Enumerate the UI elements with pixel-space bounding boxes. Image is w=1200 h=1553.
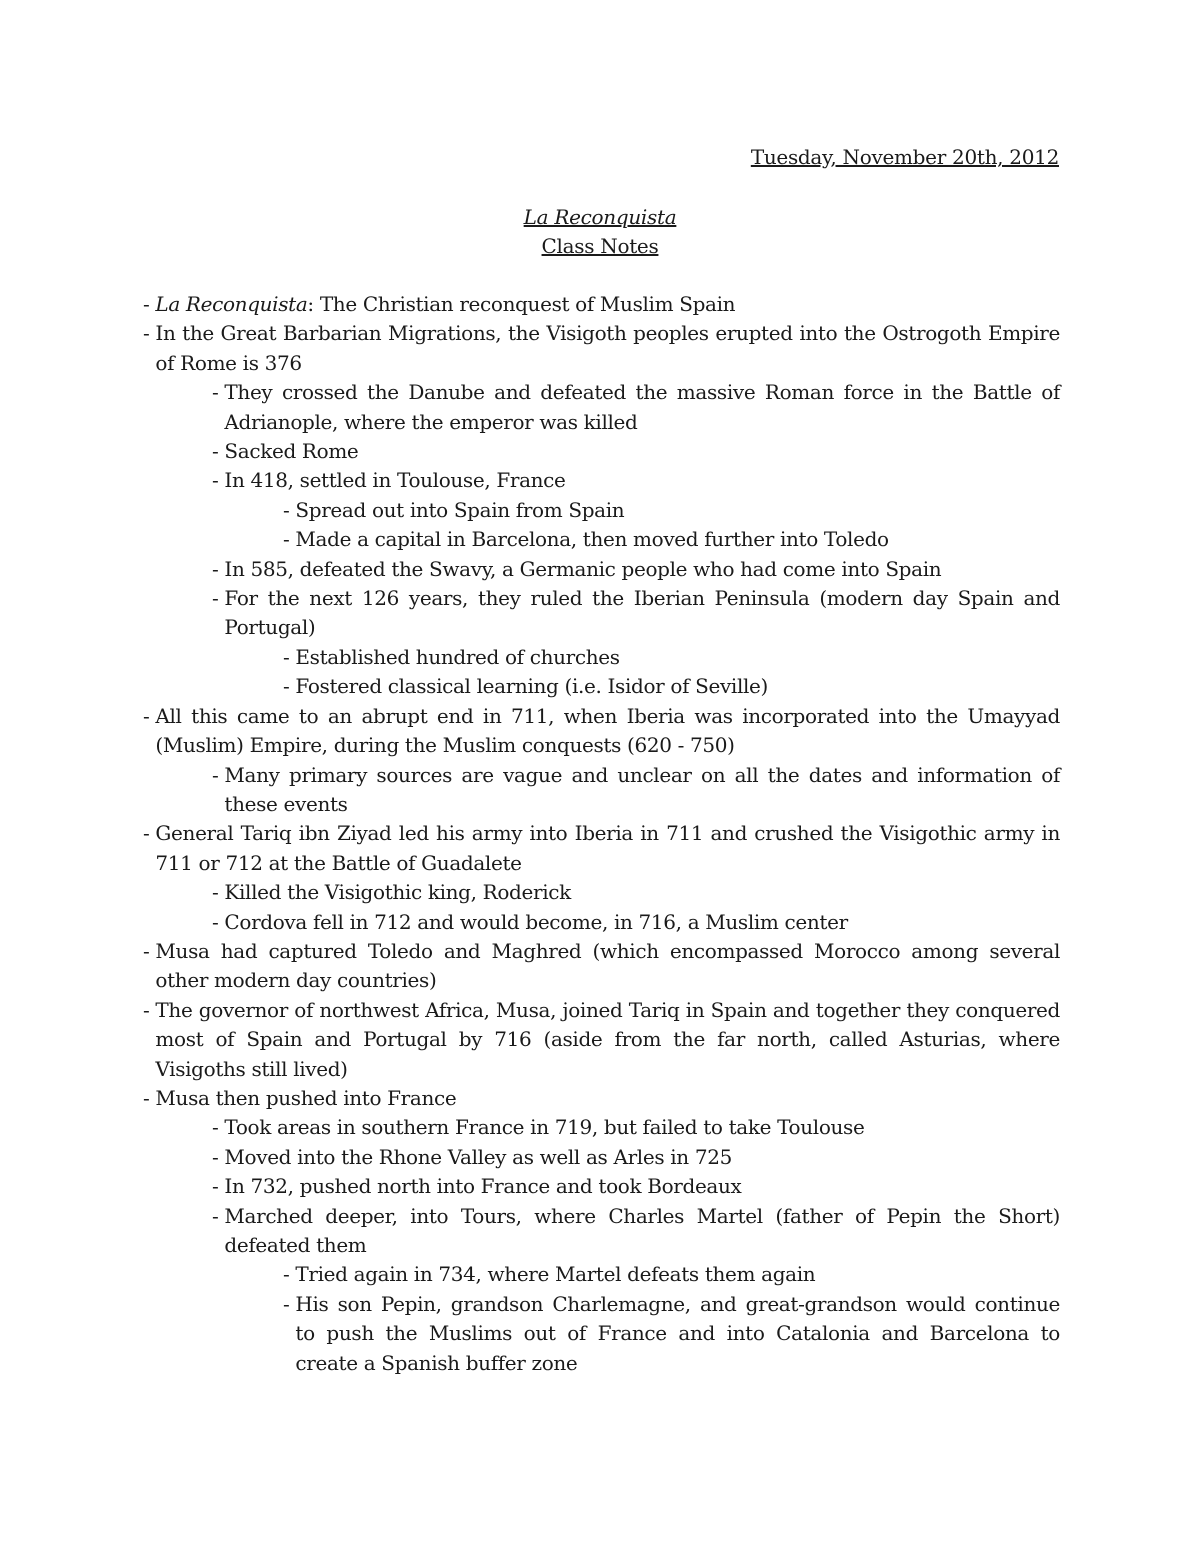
note-text xyxy=(224,1113,1060,1142)
note-term: La Reconquista xyxy=(155,292,308,316)
bullet-dash: - xyxy=(143,997,156,1022)
bullet-dash: - xyxy=(283,1291,296,1316)
note-item xyxy=(283,525,1060,554)
note-item xyxy=(212,584,1060,643)
bullet-dash: - xyxy=(283,644,296,669)
note-item xyxy=(283,496,1060,525)
note-item xyxy=(143,996,1060,1084)
bullet-dash: - xyxy=(143,821,156,846)
note-item xyxy=(143,702,1060,761)
note-body: Made a capital in Barcelona, then moved further into Toledo xyxy=(295,527,889,552)
note-body: In 418, settled in Toulouse, France xyxy=(224,468,566,493)
bullet-dash: - xyxy=(212,380,225,405)
note-item xyxy=(212,1202,1060,1261)
document-date: Tuesday, November 20th, 2012 xyxy=(750,145,1059,169)
note-item xyxy=(143,819,1060,878)
note-text xyxy=(155,937,1060,996)
note-body: Cordova fell in 712 and would become, in 716, a Muslim center xyxy=(224,909,848,934)
bullet-dash: - xyxy=(283,674,296,699)
note-body: His son Pepin, grandson Charlemagne, and great-grandson would continue to push the Muslims out of France and into Catalonia and Barcelona to create a Spanish buffer zone xyxy=(295,1291,1060,1375)
note-item xyxy=(143,1084,1060,1113)
bullet-dash: - xyxy=(143,292,156,316)
note-body: In the Great Barbarian Migrations, the Visigoth peoples erupted into the Ostrogoth Empire of Rome is 376 xyxy=(155,321,1060,375)
note-text xyxy=(295,525,1060,554)
title-block xyxy=(0,203,1200,261)
bullet-dash: - xyxy=(212,556,225,581)
note-item xyxy=(212,437,1060,466)
document-subtitle: Class Notes xyxy=(541,234,659,258)
note-text xyxy=(224,1143,1060,1172)
bullet-dash: - xyxy=(143,321,156,346)
note-item xyxy=(143,937,1060,996)
document-title: La Reconquista xyxy=(523,205,677,229)
note-body: For the next 126 years, they ruled the Iberian Peninsula (modern day Spain and Portugal) xyxy=(224,586,1060,640)
note-text xyxy=(155,996,1060,1084)
note-text xyxy=(155,290,1060,319)
note-text xyxy=(295,1290,1060,1378)
note-item xyxy=(283,1290,1060,1378)
note-text xyxy=(224,437,1060,466)
note-body: Spread out into Spain from Spain xyxy=(295,497,625,522)
note-body: Many primary sources are vague and unclear on all the dates and information of these events xyxy=(224,762,1060,816)
note-body: : The Christian reconquest of Muslim Spain xyxy=(307,292,736,316)
note-text xyxy=(224,378,1060,437)
note-item xyxy=(212,555,1060,584)
note-text xyxy=(295,643,1060,672)
note-body: Musa had captured Toledo and Maghred (which encompassed Morocco among several other modern day countries) xyxy=(155,938,1060,993)
note-text xyxy=(224,466,1060,495)
note-text xyxy=(155,702,1060,761)
note-body: Musa then pushed into France xyxy=(155,1085,457,1110)
bullet-dash: - xyxy=(283,1262,296,1287)
bullet-dash: - xyxy=(212,468,225,493)
note-text xyxy=(224,1202,1060,1261)
note-text xyxy=(224,555,1060,584)
note-item xyxy=(212,878,1060,907)
note-body: Tried again in 734, where Martel defeats them again xyxy=(295,1262,816,1287)
note-text xyxy=(155,1084,1060,1113)
note-item xyxy=(283,643,1060,672)
bullet-dash: - xyxy=(283,527,296,552)
note-body: General Tariq ibn Ziyad led his army into Iberia in 711 and crushed the Visigothic army in 711 or 712 at the Battle of Guadalete xyxy=(155,821,1060,875)
note-text xyxy=(295,1260,1060,1289)
note-item xyxy=(212,1113,1060,1142)
note-text xyxy=(224,878,1060,907)
note-body: In 585, defeated the Swavy, a Germanic people who had come into Spain xyxy=(224,556,942,581)
note-body: In 732, pushed north into France and took Bordeaux xyxy=(224,1174,742,1199)
note-body: The governor of northwest Africa, Musa, joined Tariq in Spain and together they conquered most of Spain and Portugal by 716 (aside from the far north, called Asturias, where Visigoths still lived) xyxy=(155,997,1060,1081)
note-body: All this came to an abrupt end in 711, when Iberia was incorporated into the Umayyad (Muslim) Empire, during the Muslim conquests (620 - 750) xyxy=(155,703,1060,758)
note-text xyxy=(155,319,1060,378)
note-item xyxy=(283,672,1060,701)
note-item xyxy=(212,466,1060,495)
bullet-dash: - xyxy=(212,762,225,787)
bullet-dash: - xyxy=(143,1085,156,1110)
note-body: Marched deeper, into Tours, where Charles Martel (father of Pepin the Short) defeated them xyxy=(224,1203,1060,1257)
note-item xyxy=(212,761,1060,820)
note-text xyxy=(295,496,1060,525)
bullet-dash: - xyxy=(212,439,225,464)
note-body: Sacked Rome xyxy=(224,439,359,464)
note-item xyxy=(212,378,1060,437)
note-text xyxy=(295,672,1060,701)
note-item xyxy=(212,1143,1060,1172)
note-body: Fostered classical learning (i.e. Isidor of Seville) xyxy=(295,674,768,699)
note-body: They crossed the Danube and defeated the massive Roman force in the Battle of Adrianople, where the emperor was killed xyxy=(224,380,1060,434)
bullet-dash: - xyxy=(212,586,225,611)
note-text xyxy=(224,584,1060,643)
note-text xyxy=(224,1172,1060,1201)
note-item xyxy=(143,319,1060,378)
note-text xyxy=(224,908,1060,937)
bullet-dash: - xyxy=(212,880,225,905)
bullet-dash: - xyxy=(212,909,225,934)
note-body: Took areas in southern France in 719, but failed to take Toulouse xyxy=(224,1115,865,1140)
note-item xyxy=(212,1172,1060,1201)
bullet-dash: - xyxy=(212,1144,225,1169)
bullet-dash: - xyxy=(212,1115,225,1140)
bullet-dash: - xyxy=(143,703,156,728)
note-item xyxy=(283,1260,1060,1289)
note-body: Killed the Visigothic king, Roderick xyxy=(224,880,571,905)
bullet-dash: - xyxy=(212,1203,225,1228)
note-item xyxy=(212,908,1060,937)
note-item xyxy=(143,290,1060,319)
note-body: Moved into the Rhone Valley as well as Arles in 725 xyxy=(224,1144,732,1169)
note-body: Established hundred of churches xyxy=(295,644,620,669)
bullet-dash: - xyxy=(283,497,296,522)
bullet-dash: - xyxy=(212,1174,225,1199)
bullet-dash: - xyxy=(143,938,156,963)
note-text xyxy=(224,761,1060,820)
notes-list xyxy=(0,290,1200,1378)
note-text xyxy=(155,819,1060,878)
